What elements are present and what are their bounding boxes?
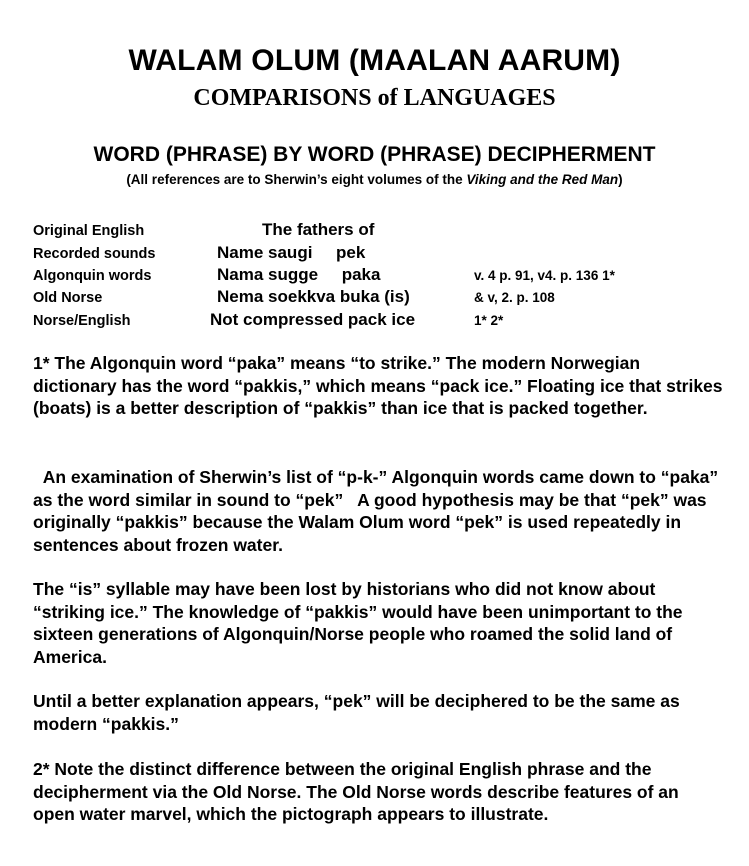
row-reference: & v, 2. p. 108 xyxy=(474,290,555,305)
table-row xyxy=(0,310,749,332)
table-row xyxy=(0,243,749,265)
row-reference: 1* 2* xyxy=(474,313,504,328)
body-paragraph: 1* The Algonquin word “paka” means “to strike.” The modern Norwegian dictionary has the word “pakkis,” which means “pack ice.” Floating ice that strikes (boats) is a better description of “pakkis” than ice that is packed together. xyxy=(33,353,723,418)
row-value: Nema soekkva buka (is) xyxy=(217,287,410,306)
section-heading: WORD (PHRASE) BY WORD (PHRASE) DECIPHERMENT xyxy=(93,143,656,166)
row-label: Original English xyxy=(33,223,145,239)
row-value: The fathers of xyxy=(262,220,375,239)
row-label: Old Norse xyxy=(33,290,103,306)
row-label: Algonquin words xyxy=(33,268,152,284)
reference-note-book-title: Viking and the Red Man xyxy=(466,172,619,187)
table-row xyxy=(0,265,749,287)
reference-note xyxy=(0,172,749,187)
table-row xyxy=(0,287,749,309)
body-paragraph: 2* Note the distinct difference between the original English phrase and the decipherment via the Old Norse. The Old Norse words describe features of an open water marvel, which the pictograph appears to illustrate. xyxy=(33,759,679,824)
row-value: Name saugi pek xyxy=(217,243,366,262)
row-reference: v. 4 p. 91, v4. p. 136 1* xyxy=(474,268,615,283)
row-label: Norse/English xyxy=(33,313,131,329)
document-subtitle: COMPARISONS of LANGUAGES xyxy=(193,85,556,111)
body-paragraph: The “is” syllable may have been lost by historians who did not know about “striking ice.” The knowledge of “pakkis” would have been unimportant to the sixteen generations of Algonquin/Norse people who roamed the solid land of America. xyxy=(33,579,683,667)
row-value: Not compressed pack ice xyxy=(210,310,416,329)
reference-note-prefix: (All references are to Sherwin’s eight volumes of the xyxy=(126,172,467,187)
reference-note-suffix: ) xyxy=(618,172,623,187)
row-value: Nama sugge paka xyxy=(217,265,381,284)
table-row xyxy=(0,220,749,242)
document-title: WALAM OLUM (MAALAN AARUM) xyxy=(128,44,621,77)
row-label: Recorded sounds xyxy=(33,246,156,262)
body-paragraph: An examination of Sherwin’s list of “p-k-” Algonquin words came down to “paka” as the word similar in sound to “pek” A good hypothesis may be that “pek” was originally “pakkis” because the Walam Olum word “pek” is used repeatedly in sentences about frozen water. xyxy=(33,467,724,555)
body-paragraph: Until a better explanation appears, “pek” will be deciphered to be the same as modern “pakkis.” xyxy=(33,691,680,734)
